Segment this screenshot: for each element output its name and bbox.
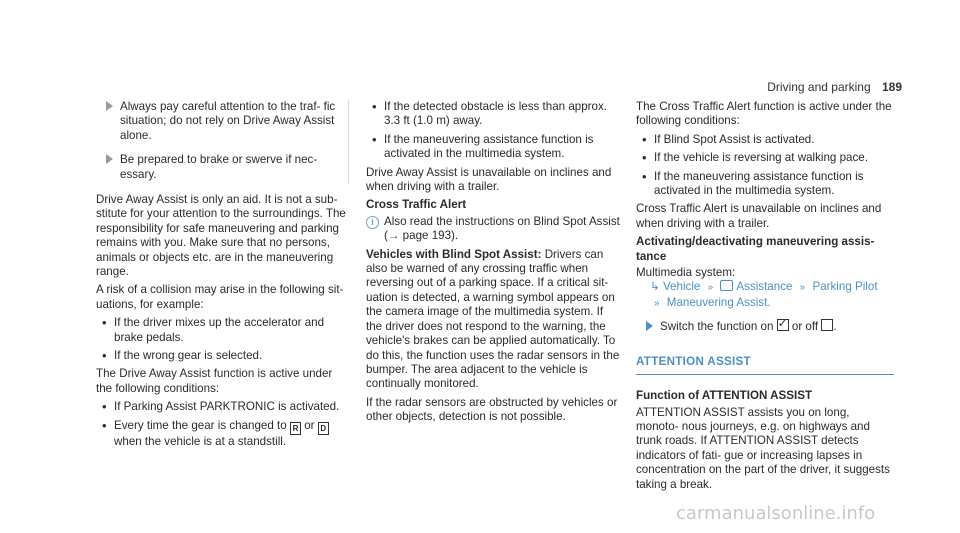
warning-item: Always pay careful attention to the traf- fic situation; do not rely on Drive Away Assist alone.: [96, 100, 346, 143]
double-chevron-icon: »: [707, 282, 714, 294]
paragraph: The Drive Away Assist function is active under the following conditions:: [96, 367, 333, 395]
triangle-bullet-icon: [106, 101, 113, 111]
car-icon: [720, 280, 733, 291]
inline-heading: Vehicles with Blind Spot Assist:: [366, 247, 542, 261]
action-step: Switch the function on ✓ or off .: [636, 319, 894, 334]
paragraph: Vehicles with Blind Spot Assist: Drivers can also be warned of any crossing traffic when reversing out of a parking space. If a critical sit- uation is detected, a warning symbol appears on the camera image of the multimedia system. If the driver does not respond to the warning, the vehicle's brakes can be applied automatically. To do this, the function uses the radar sensors in the bumper. The area adjacent to the vehicle is continually monitored.: [366, 247, 620, 391]
heading-cross-traffic-alert: Cross Traffic Alert: [366, 198, 467, 212]
info-note: i Also read the instructions on Blind Spot Assist (→ page 193).: [366, 215, 620, 244]
bullet-item: • If the wrong gear is selected.: [96, 349, 350, 363]
bullet-item: • If the vehicle is reversing at walking pace.: [636, 151, 894, 165]
checkbox-checked-icon: [777, 319, 789, 331]
column-2: [366, 100, 620, 429]
enter-arrow-icon: ↳: [650, 280, 660, 294]
section-title: Driving and parking: [767, 80, 871, 94]
double-chevron-icon: »: [799, 282, 806, 294]
gear-r-key-icon: R: [290, 422, 301, 435]
watermark: carmanualsonline.info: [676, 503, 876, 524]
menu-path-maneuvering: Maneuvering Assist.: [666, 295, 771, 309]
paragraph: If the radar sensors are obstructed by vehicles or other objects, detection is not possible.: [366, 395, 618, 424]
bullet-item: • If the maneuvering assistance function is activated in the multimedia system.: [636, 170, 894, 199]
bullet-item: • If the maneuvering assistance function is activated in the multimedia system.: [366, 133, 620, 162]
menu-path-assistance: Assistance: [736, 280, 793, 294]
bullet-item: • If the detected obstacle is less than approx. 3.3 ft (1.0 m) away.: [366, 100, 620, 129]
paragraph: The Cross Traffic Alert function is active under the following conditions:: [636, 100, 892, 128]
page-header: [767, 80, 902, 94]
bullet-item: • If Parking Assist PARKTRONIC is activated.: [96, 400, 350, 414]
paragraph: Drive Away Assist is unavailable on inclines and when driving with a trailer.: [366, 165, 612, 194]
warning-box: [96, 100, 349, 184]
multimedia-label: Multimedia system:: [636, 266, 736, 280]
info-icon: i: [366, 216, 379, 229]
gear-d-key-icon: D: [318, 422, 329, 435]
bullet-item: • If the driver mixes up the accelerator and brake pedals.: [96, 316, 350, 345]
double-chevron-icon: »: [654, 297, 660, 309]
paragraph: Cross Traffic Alert is unavailable on inclines and when driving with a trailer.: [636, 202, 882, 230]
paragraph: ATTENTION ASSIST assists you on long, monoto- nous journeys, e.g. on highways and trunk roads. If ATTENTION ASSIST detects indicators of fati- gue or increasing lapses in concentration on the part of the driver, it suggests taking a break.: [636, 405, 890, 491]
heading-function: Function of ATTENTION ASSIST: [636, 389, 813, 403]
column-1: [96, 193, 350, 453]
menu-path-parking-pilot: Parking Pilot: [812, 280, 878, 294]
checkbox-empty-icon: [821, 319, 833, 331]
attention-assist-heading: ATTENTION ASSIST: [636, 355, 894, 375]
paragraph: Drive Away Assist is only an aid. It is not a sub- stitute for your attention to the surroundings. The responsibility for safe maneuvering and parking remains with you. Make sure that no persons, animals or objects etc. are in the maneuvering range.: [96, 193, 346, 279]
paragraph: A risk of a collision may arise in the following sit- uations, for example:: [96, 283, 344, 311]
triangle-bullet-icon: [106, 154, 113, 164]
heading-activating: Activating/deactivating maneuvering assis- tance: [636, 235, 875, 263]
column-3: [636, 100, 894, 496]
menu-path-vehicle: Vehicle: [662, 280, 701, 294]
bullet-item: • If Blind Spot Assist is activated.: [636, 133, 894, 147]
action-arrow-icon: [646, 321, 653, 331]
warning-item: Be prepared to brake or swerve if nec- essary.: [96, 153, 346, 182]
page-number: 189: [881, 80, 902, 94]
menu-path: [636, 280, 894, 311]
bullet-item: • Every time the gear is changed to R or D when the vehicle is at a standstill.: [96, 419, 350, 449]
